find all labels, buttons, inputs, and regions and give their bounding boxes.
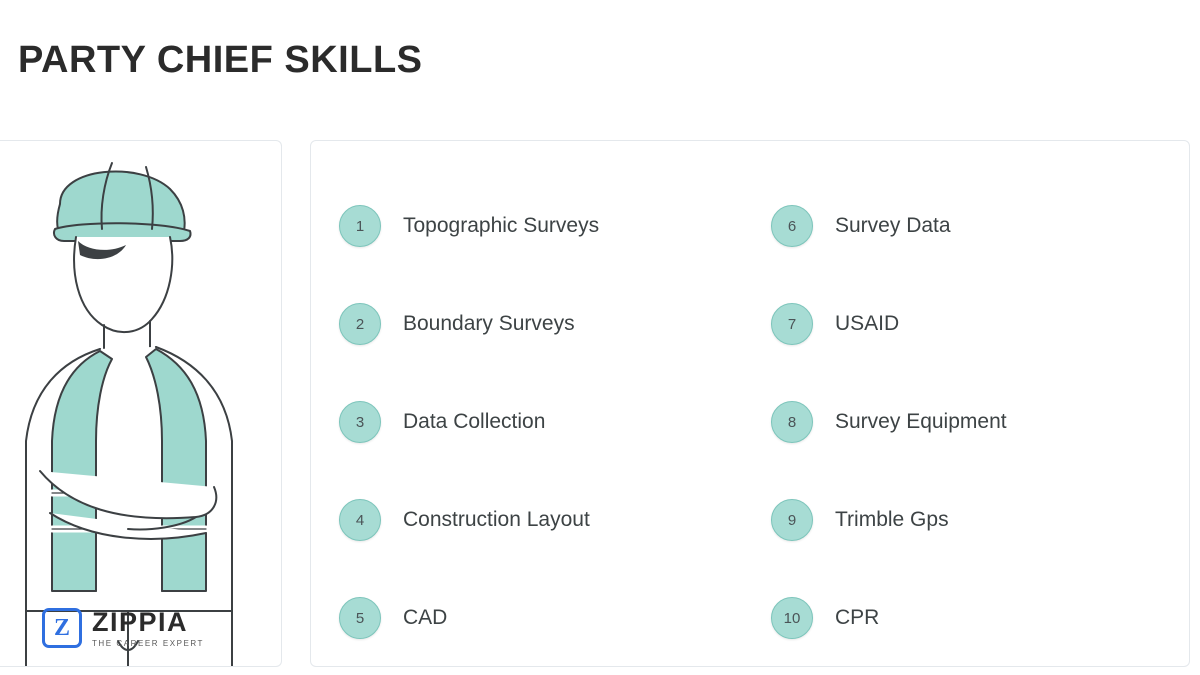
skills-panel (310, 140, 1190, 667)
skill-number-badge: 10 (771, 597, 813, 639)
skill-item (771, 373, 1171, 471)
skill-number-badge: 5 (339, 597, 381, 639)
skill-label: Boundary Surveys (403, 312, 575, 335)
skill-number-badge: 8 (771, 401, 813, 443)
brand-tagline: THE CAREER EXPERT (92, 638, 204, 648)
skill-label: CAD (403, 606, 448, 629)
skill-label: USAID (835, 312, 900, 335)
skill-item (771, 177, 1171, 275)
skill-label: Data Collection (403, 410, 546, 433)
skill-number-badge: 2 (339, 303, 381, 345)
skill-label: Trimble Gps (835, 508, 949, 531)
skill-label: Construction Layout (403, 508, 590, 531)
skill-item (771, 471, 1171, 569)
skill-number-badge: 1 (339, 205, 381, 247)
skill-item (771, 275, 1171, 373)
skill-number-badge: 3 (339, 401, 381, 443)
skill-label: CPR (835, 606, 880, 629)
illustration-panel (0, 140, 282, 667)
skills-column-right (771, 177, 1171, 667)
surveyor-illustration (0, 141, 282, 667)
brand-text (92, 606, 204, 648)
skill-label: Topographic Surveys (403, 214, 600, 237)
skill-number-badge: 4 (339, 499, 381, 541)
zippia-logo-mark (42, 608, 82, 648)
skills-column-left (339, 177, 759, 667)
skill-number-badge: 7 (771, 303, 813, 345)
skill-item (339, 275, 759, 373)
logo-letter: Z (53, 614, 70, 641)
skill-item (339, 373, 759, 471)
brand-logo (42, 608, 204, 648)
skill-label: Survey Equipment (835, 410, 1007, 433)
page-title: PARTY CHIEF SKILLS (18, 39, 423, 82)
skill-label: Survey Data (835, 214, 951, 237)
skill-item (339, 177, 759, 275)
skill-number-badge: 6 (771, 205, 813, 247)
skill-item (339, 471, 759, 569)
skill-item (339, 569, 759, 667)
brand-name: ZIPPIA (92, 606, 189, 637)
skill-number-badge: 9 (771, 499, 813, 541)
skill-item (771, 569, 1171, 667)
